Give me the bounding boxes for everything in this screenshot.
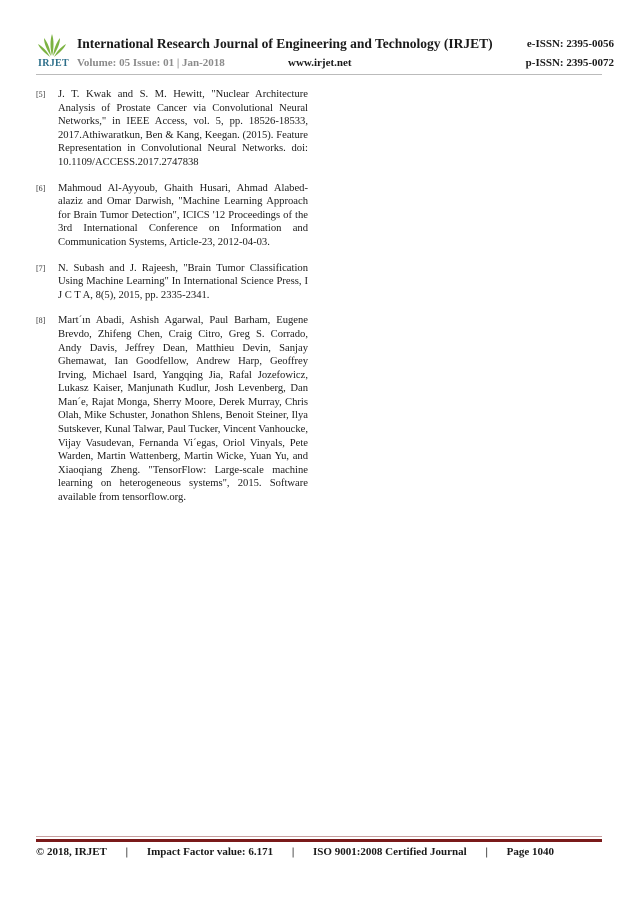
impact-factor: Impact Factor value: 6.171: [146, 846, 274, 858]
logo-text: IRJET: [38, 58, 69, 69]
page-footer: [36, 846, 602, 858]
p-issn: p-ISSN: 2395-0072: [525, 57, 614, 69]
reference-number: [5]: [36, 90, 46, 99]
reference-text: Mahmoud Al-Ayyoub, Ghaith Husari, Ahmad Alabed-alaziz and Omar Darwish, "Machine Learning Approach for Brain Tumor Detection", ICICS '12 Proceedings of the 3rd International Conference on Information and Communication Systems, Article-23, 2012-04-03.: [58, 182, 308, 248]
reference-item: [36, 88, 308, 170]
iso-certification: ISO 9001:2008 Certified Journal: [313, 846, 467, 858]
reference-number: [6]: [36, 183, 46, 193]
volume-issue: Volume: 05 Issue: 01 | Jan-2018: [77, 57, 225, 69]
reference-text: N. Subash and J. Rajeesh, "Brain Tumor Classification Using Machine Learning" In International Science Press, I J C T A, 8(5), 2015, pp. 2335-2341.: [58, 262, 308, 301]
reference-item: [36, 262, 308, 303]
reference-number: [8]: [36, 316, 46, 326]
footer-separator: |: [125, 846, 129, 858]
footer-divider-thin: [36, 836, 602, 837]
header-divider: [36, 74, 602, 75]
page-number: Page 1040: [506, 846, 555, 858]
footer-separator: |: [291, 846, 295, 858]
journal-title: International Research Journal of Engineering and Technology (IRJET): [77, 36, 493, 51]
website-link[interactable]: www.irjet.net: [288, 57, 352, 69]
footer-separator: |: [485, 846, 488, 858]
reference-item: [36, 314, 308, 504]
reference-list: [36, 88, 308, 517]
e-issn: e-ISSN: 2395-0056: [526, 38, 614, 50]
copyright-text: © 2018, IRJET: [36, 846, 107, 858]
reference-text: Mart´ın Abadi, Ashish Agarwal, Paul Barham, Eugene Brevdo, Zhifeng Chen, Craig Citro, Greg S. Corrado, Andy Davis, Jeffrey Dean, Matthieu Devin, Sanjay Ghemawat, Ian Goodfellow, Andrew Harp, Geoffrey Irving, Michael Isard, Yangqing Jia, Rafal Jozefowicz, Lukasz Kaiser, Manjunath Kudlur, Josh Levenberg, Dan Man´e, Rajat Monga, Sherry Moore, Derek Murray, Chris Olah, Mike Schuster, Jonathon Shlens, Benoit Steiner, Ilya Sutskever, Kunal Talwar, Paul Tucker, Vincent Vanhoucke, Vijay Vasudevan, Fernanda Vi´egas, Oriol Vinyals, Pete Warden, Martin Wattenberg, Martin Wicke, Yuan Yu, and Xiaoqiang Zheng. "TensorFlow: Large-scale machine learning on heterogeneous systems", 2015. Software available from tensorflow.org.: [58, 315, 308, 504]
page-header: [0, 0, 638, 80]
footer-divider-thick: [36, 839, 602, 842]
reference-number: [7]: [36, 263, 46, 273]
reference-item: [36, 182, 308, 250]
reference-text: J. T. Kwak and S. M. Hewitt, "Nuclear Architecture Analysis of Prostate Cancer via Convolutional Neural Networks," in IEEE Access, vol. 5, pp. 18526-18533, 2017.Athiwaratkun, Ben & Kang, Keegan. (2015). Feature Representation in Convolutional Neural Networks. doi: 10.1109/ACCESS.2017.2747838: [58, 89, 308, 168]
